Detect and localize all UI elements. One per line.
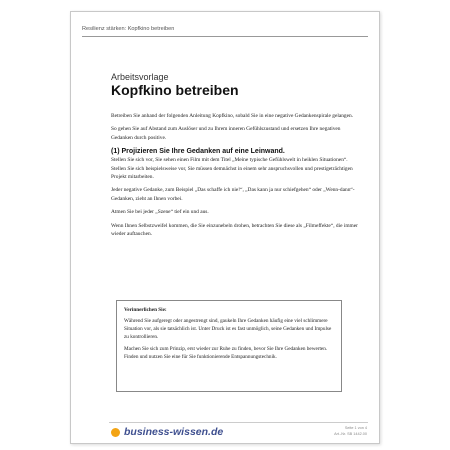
section-paragraph-4: Wenn Ihnen Selbstzweifel kommen, die Sie einzunebeln drohen, betrachten Sie diese als „Filmeffekte“, die immer wieder auftauchen. (111, 222, 358, 238)
info-box (116, 300, 342, 392)
info-box-paragraph-2: Machen Sie sich zum Prinzip, erst wieder zur Ruhe zu finden, bevor Sie Ihre Gedanken bewerten. Finden und nutzen Sie eine für Sie funktionierende Entspannungstechnik. (124, 346, 328, 360)
intro-paragraph-2: So gehen Sie auf Abstand zum Auslöser und zu Ihrem inneren Gefühlszustand und ersetzen Ihre negativen Gedanken durch positive. (111, 126, 341, 141)
document-title: Kopfkino betreiben (111, 82, 239, 98)
document-label: Arbeitsvorlage (111, 72, 169, 82)
section-paragraph-3: Atmen Sie bei jeder „Szene“ tief ein und aus. (111, 209, 209, 216)
article-number: Art.-Nr. SB 1442.00 (334, 432, 367, 436)
info-box-title: Verinnerlichen Sie: (124, 307, 167, 313)
document-page (70, 11, 380, 444)
footer-divider (109, 422, 368, 423)
document-body (111, 112, 361, 243)
page-number: Seite 1 von 4 (344, 426, 367, 430)
page-header: Resilienz stärken: Kopfkino betreiben (82, 26, 175, 32)
intro-paragraph-1: Betreiben Sie anhand der folgenden Anleitung Kopfkino, sobald Sie in eine negative Gedankenspirale gelangen. (111, 113, 354, 119)
logo-text: business-wissen.de (124, 426, 224, 438)
brand-logo (111, 426, 223, 438)
info-box-paragraph-1: Während Sie aufgeregt oder angestrengt sind, gaukeln Ihre Gedanken häufig eine viel schlimmere Situation vor, als sie tatsächlich ist. Unter Druck ist es fast unmöglich, seine Gedanken und Impulse zu kontrollieren. (124, 318, 332, 340)
logo-dot-icon (111, 428, 120, 437)
header-divider (82, 36, 368, 37)
section-paragraph-2: Jeder negative Gedanke, zum Beispiel „Das schaffe ich nie!“, „Das kann ja nur schiefgehen“ oder „Wenn-dann“-Gedanken, zieht an Ihnen vorbei. (111, 187, 355, 202)
section-heading: (1) Projizieren Sie Ihre Gedanken auf eine Leinwand. (111, 148, 285, 156)
page-meta (334, 425, 367, 437)
section-paragraph-1: Stellen Sie sich vor, Sie sehen einen Film mit dem Titel „Meine typische Gefühlswelt in heiklen Situationen“. Stellen Sie sich beispielsweise vor, Sie müssen demnächst in einem sehr anspruchsvollen und prestigeträchtigen Projekt mitarbeiten. (111, 157, 353, 181)
